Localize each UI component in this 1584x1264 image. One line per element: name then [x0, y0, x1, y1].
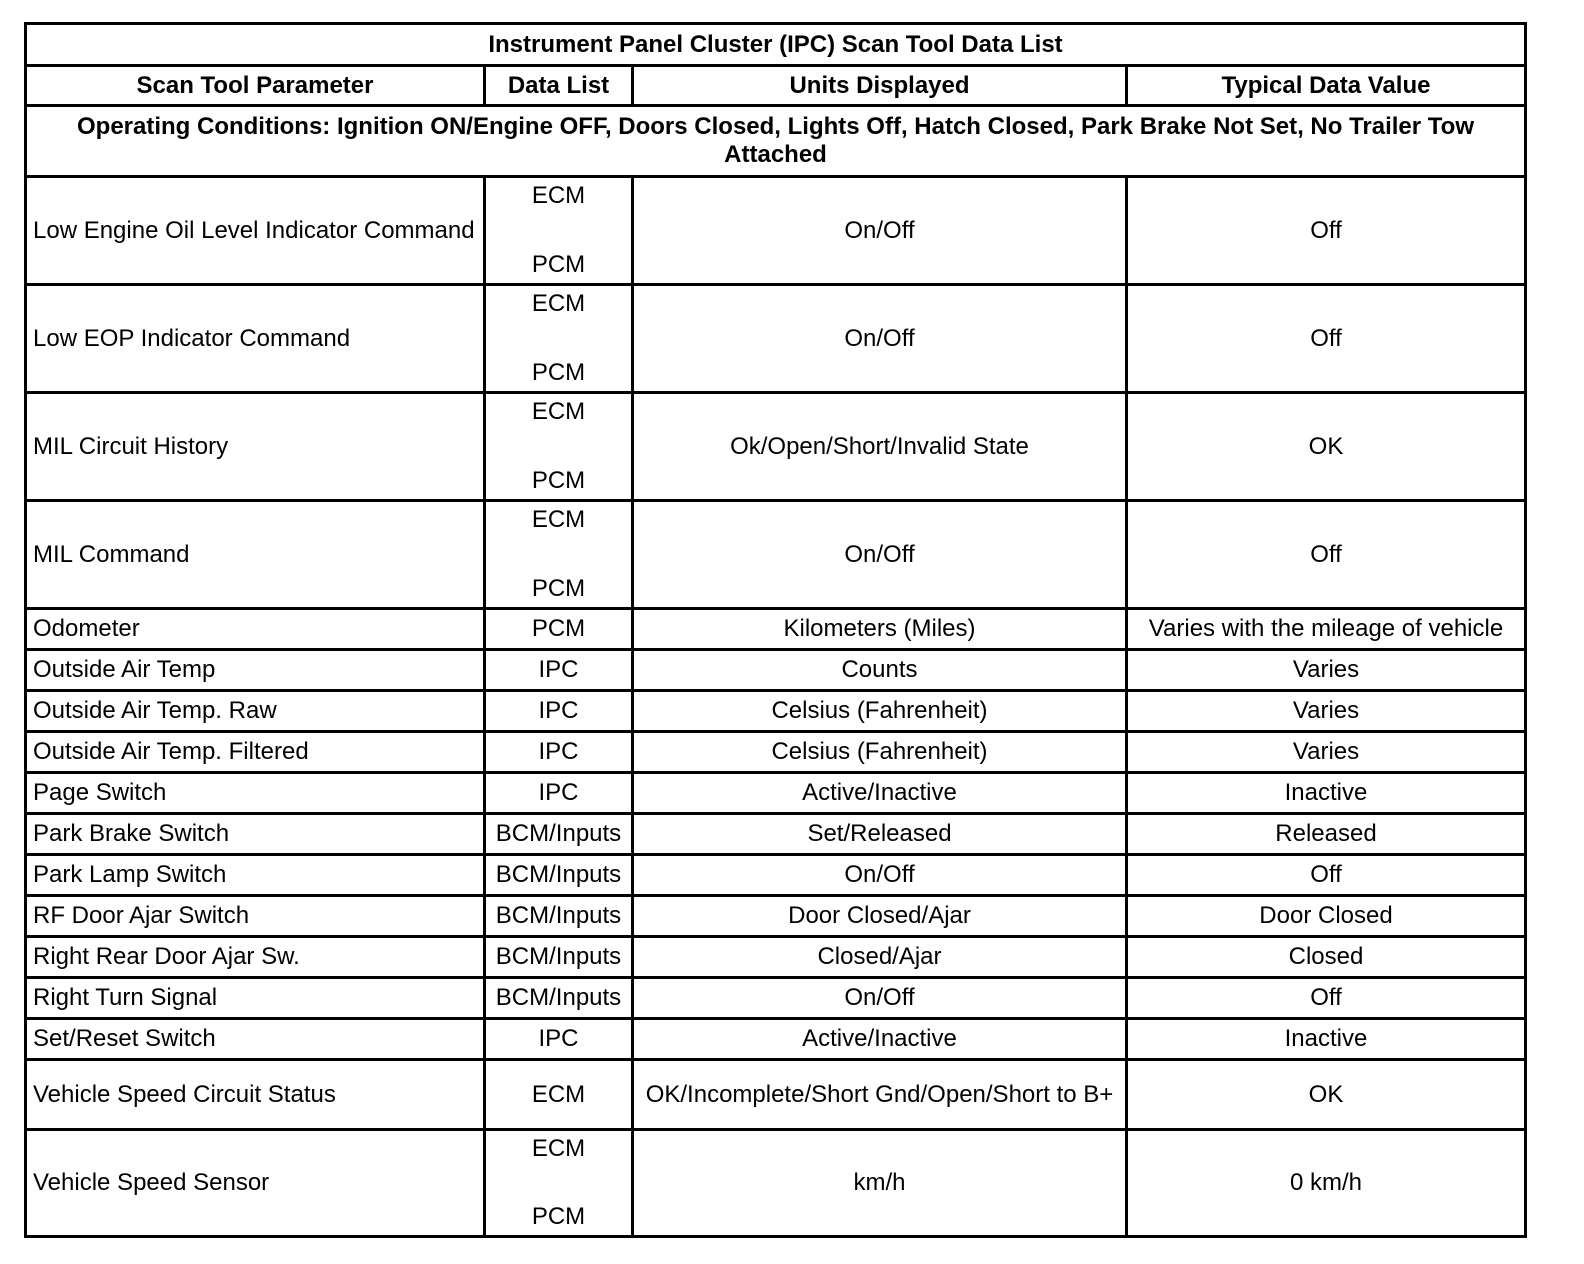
row-units: Door Closed/Ajar [633, 896, 1127, 937]
row-parameter: MIL Command [26, 501, 485, 609]
table-row [26, 650, 1526, 691]
scan-tool-data-table [24, 22, 1527, 1238]
row-data-list [485, 1130, 633, 1237]
row-units: Set/Released [633, 814, 1127, 855]
row-parameter: Outside Air Temp [26, 650, 485, 691]
row-units: On/Off [633, 285, 1127, 393]
row-units: On/Off [633, 855, 1127, 896]
row-data-list [485, 501, 633, 609]
row-data-list-primary: ECM [531, 290, 586, 317]
table-row [26, 609, 1526, 650]
row-typical-value: Released [1127, 814, 1526, 855]
table-row [26, 393, 1526, 501]
row-data-list-secondary: PCM [531, 251, 586, 278]
row-typical-value: Varies [1127, 732, 1526, 773]
row-data-list: BCM/Inputs [485, 814, 633, 855]
row-units: Celsius (Fahrenheit) [633, 691, 1127, 732]
row-typical-value: Off [1127, 285, 1526, 393]
row-parameter: Park Lamp Switch [26, 855, 485, 896]
table-row [26, 896, 1526, 937]
row-typical-value: Off [1127, 855, 1526, 896]
row-data-list: IPC [485, 650, 633, 691]
row-data-list: ECM [485, 1060, 633, 1130]
row-parameter: MIL Circuit History [26, 393, 485, 501]
row-data-list: IPC [485, 691, 633, 732]
row-data-list-secondary: PCM [531, 359, 586, 386]
row-parameter: Outside Air Temp. Raw [26, 691, 485, 732]
row-data-list: IPC [485, 773, 633, 814]
row-units: On/Off [633, 177, 1127, 285]
row-data-list-primary: ECM [531, 182, 586, 209]
row-units: Active/Inactive [633, 773, 1127, 814]
row-data-list: IPC [485, 1019, 633, 1060]
row-data-list: IPC [485, 732, 633, 773]
table-row [26, 814, 1526, 855]
row-data-list-secondary: PCM [531, 575, 586, 602]
row-typical-value: Inactive [1127, 773, 1526, 814]
row-typical-value: 0 km/h [1127, 1130, 1526, 1237]
row-typical-value: Varies [1127, 691, 1526, 732]
row-units: Counts [633, 650, 1127, 691]
row-data-list-primary: ECM [531, 398, 586, 425]
row-parameter: Low Engine Oil Level Indicator Command [26, 177, 485, 285]
row-data-list-secondary: PCM [531, 467, 586, 494]
row-units: km/h [633, 1130, 1127, 1237]
row-parameter: Vehicle Speed Circuit Status [26, 1060, 485, 1130]
row-typical-value: Varies with the mileage of vehicle [1127, 609, 1526, 650]
row-typical-value: Off [1127, 978, 1526, 1019]
row-data-list: PCM [485, 609, 633, 650]
table-row [26, 855, 1526, 896]
table-row [26, 501, 1526, 609]
row-typical-value: Closed [1127, 937, 1526, 978]
table-row [26, 1130, 1526, 1237]
row-parameter: Vehicle Speed Sensor [26, 1130, 485, 1237]
table-row [26, 177, 1526, 285]
table-row [26, 1019, 1526, 1060]
header-typical-data-value: Typical Data Value [1127, 66, 1526, 106]
row-data-list-primary: ECM [531, 1135, 586, 1162]
table-row [26, 1060, 1526, 1130]
row-parameter: Set/Reset Switch [26, 1019, 485, 1060]
row-typical-value: OK [1127, 393, 1526, 501]
row-parameter: Outside Air Temp. Filtered [26, 732, 485, 773]
row-units: Ok/Open/Short/Invalid State [633, 393, 1127, 501]
table-row [26, 691, 1526, 732]
row-typical-value: Varies [1127, 650, 1526, 691]
row-parameter: Odometer [26, 609, 485, 650]
row-parameter: Park Brake Switch [26, 814, 485, 855]
row-data-list [485, 285, 633, 393]
table-title-row [26, 24, 1526, 66]
row-typical-value: OK [1127, 1060, 1526, 1130]
row-parameter: Right Rear Door Ajar Sw. [26, 937, 485, 978]
row-data-list: BCM/Inputs [485, 978, 633, 1019]
row-data-list [485, 393, 633, 501]
header-scan-tool-parameter: Scan Tool Parameter [26, 66, 485, 106]
header-units-displayed: Units Displayed [633, 66, 1127, 106]
row-units: On/Off [633, 501, 1127, 609]
row-typical-value: Off [1127, 501, 1526, 609]
row-data-list-secondary: PCM [531, 1203, 586, 1230]
row-data-list [485, 177, 633, 285]
row-typical-value: Inactive [1127, 1019, 1526, 1060]
table-row [26, 773, 1526, 814]
table-row [26, 978, 1526, 1019]
row-data-list-primary: ECM [531, 506, 586, 533]
table-row [26, 732, 1526, 773]
row-units: Active/Inactive [633, 1019, 1127, 1060]
row-parameter: Right Turn Signal [26, 978, 485, 1019]
row-parameter: Low EOP Indicator Command [26, 285, 485, 393]
table-title: Instrument Panel Cluster (IPC) Scan Tool Data List [26, 24, 1526, 66]
row-data-list: BCM/Inputs [485, 937, 633, 978]
table-row [26, 937, 1526, 978]
operating-conditions: Operating Conditions: Ignition ON/Engine OFF, Doors Closed, Lights Off, Hatch Closed, Park Brake Not Set, No Trailer Tow Attached [26, 106, 1526, 177]
row-typical-value: Door Closed [1127, 896, 1526, 937]
row-units: On/Off [633, 978, 1127, 1019]
row-units: Closed/Ajar [633, 937, 1127, 978]
row-units: Kilometers (Miles) [633, 609, 1127, 650]
row-units: OK/Incomplete/Short Gnd/Open/Short to B+ [633, 1060, 1127, 1130]
table-row [26, 285, 1526, 393]
row-parameter: Page Switch [26, 773, 485, 814]
row-parameter: RF Door Ajar Switch [26, 896, 485, 937]
row-data-list: BCM/Inputs [485, 855, 633, 896]
row-data-list: BCM/Inputs [485, 896, 633, 937]
header-row [26, 66, 1526, 106]
header-data-list: Data List [485, 66, 633, 106]
row-typical-value: Off [1127, 177, 1526, 285]
row-units: Celsius (Fahrenheit) [633, 732, 1127, 773]
operating-conditions-row [26, 106, 1526, 177]
